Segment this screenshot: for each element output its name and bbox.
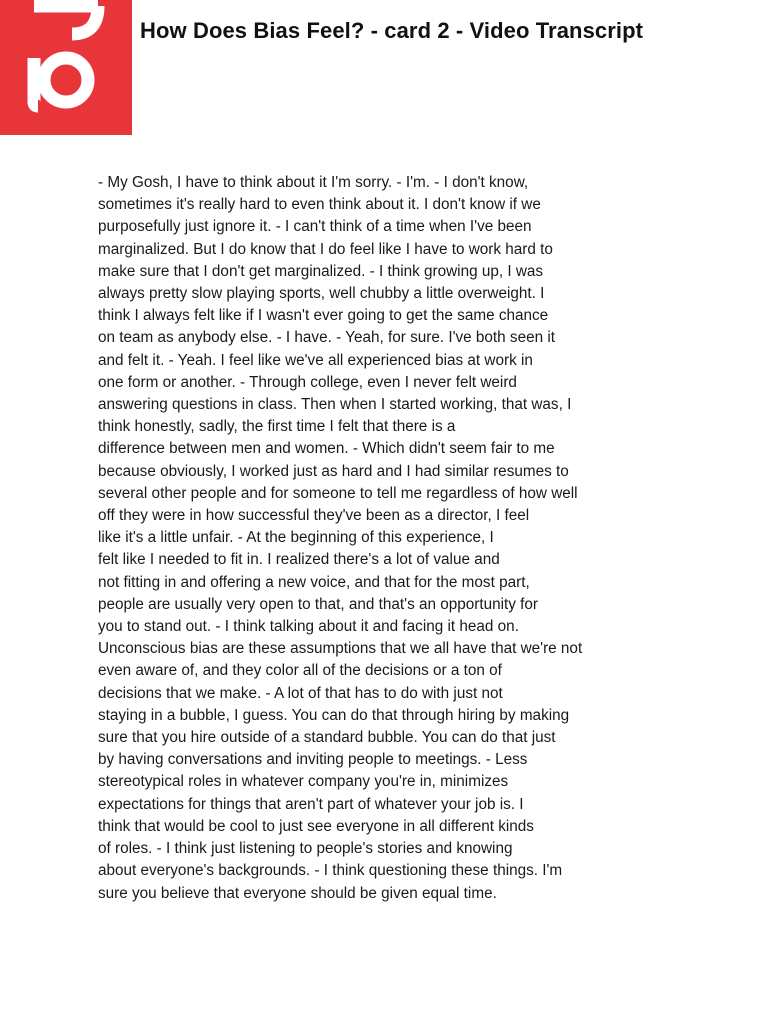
transcript-line: stereotypical roles in whatever company you're in, minimizes [98,773,509,791]
gr-logo-icon [26,0,106,114]
transcript-line: difference between men and women. - Which didn't seem fair to me [98,440,555,458]
transcript-line: always pretty slow playing sports, well chubby a little overweight. I [98,285,545,303]
transcript-line: sometimes it's really hard to even think about it. I don't know if we [98,196,541,214]
transcript-line: off they were in how successful they've been as a director, I feel [98,507,530,525]
document-title: How Does Bias Feel? - card 2 - Video Transcript [140,18,644,43]
transcript-line: felt like I needed to fit in. I realized there's a lot of value and [98,551,500,569]
transcript-line: Unconscious bias are these assumptions that we all have that we're not [98,640,583,658]
transcript-line: sure you believe that everyone should be given equal time. [98,884,497,902]
transcript-line: you to stand out. - I think talking about it and facing it head on. [98,618,519,636]
transcript-line: think that would be cool to just see everyone in all different kinds [98,817,534,835]
transcript-line: one form or another. - Through college, even I never felt weird [98,373,517,391]
transcript-line: because obviously, I worked just as hard and I had similar resumes to [98,462,569,480]
transcript-line: think honestly, sadly, the first time I felt that there is a [98,418,456,436]
transcript-line: on team as anybody else. - I have. - Yeah, for sure. I've both seen it [98,329,556,347]
transcript-line: like it's a little unfair. - At the beginning of this experience, I [98,529,494,547]
transcript-line: marginalized. But I do know that I do feel like I have to work hard to [98,240,553,258]
transcript-line: decisions that we make. - A lot of that has to do with just not [98,684,503,702]
transcript-line: not fitting in and offering a new voice, and that for the most part, [98,573,530,591]
transcript-line: think I always felt like if I wasn't ever going to get the same chance [98,307,549,325]
transcript-line: several other people and for someone to tell me regardless of how well [98,484,578,502]
transcript-line: even aware of, and they color all of the decisions or a ton of [98,662,502,680]
transcript-line: - My Gosh, I have to think about it I'm sorry. - I'm. - I don't know, [98,174,529,191]
transcript-line: of roles. - I think just listening to people's stories and knowing [98,840,513,858]
brand-logo [0,0,132,135]
transcript-line: staying in a bubble, I guess. You can do that through hiring by making [98,706,570,724]
transcript-line: make sure that I don't get marginalized. - I think growing up, I was [98,262,544,280]
transcript-line: answering questions in class. Then when I started working, that was, I [98,396,572,414]
transcript-line: and felt it. - Yeah. I feel like we've all experienced bias at work in [98,351,533,369]
transcript-line: sure that you hire outside of a standard bubble. You can do that just [98,729,556,747]
transcript-line: people are usually very open to that, and that's an opportunity for [98,595,539,613]
transcript-line: purposefully just ignore it. - I can't think of a time when I've been [98,218,532,236]
transcript-line: about everyone's backgrounds. - I think questioning these things. I'm [98,862,563,880]
transcript-line: expectations for things that aren't part of whatever your job is. I [98,795,524,813]
transcript-body [98,172,638,905]
transcript-line: by having conversations and inviting people to meetings. - Less [98,751,528,769]
